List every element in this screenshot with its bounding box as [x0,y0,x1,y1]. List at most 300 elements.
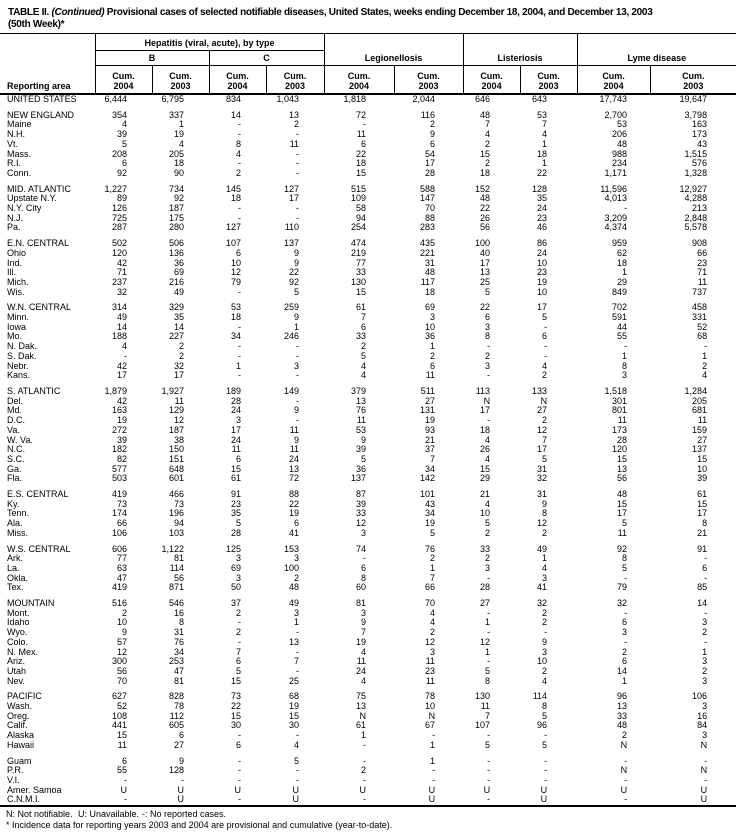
value-cell: 174 [111,509,127,519]
title-continued: (Continued) [51,7,105,18]
table-row [0,150,736,160]
value-cell: 12,927 [679,184,708,194]
value-cell: 48 [480,194,491,204]
value-cell: 11 [697,416,708,426]
table-row [0,776,736,786]
value-cell: 27 [697,435,708,445]
value-cell: 68 [289,692,300,702]
value-cell: - [432,731,436,741]
value-cell: 4 [485,454,491,464]
value-cell: 42 [116,361,127,371]
value-cell: 646 [475,94,491,104]
value-cell: 3,209 [604,213,628,223]
value-cell: 280 [168,223,184,233]
value-cell: 6,795 [161,94,184,104]
value-cell: 49 [289,599,300,609]
value-cell: 61 [697,490,708,500]
table-row [0,436,736,446]
value-cell: 11 [356,657,367,667]
reporting-area-cell: Va. [7,425,20,435]
value-cell: 10 [480,509,491,519]
value-cell: 21 [480,490,491,500]
value-cell: 18 [480,168,491,178]
value-cell: 33 [480,544,491,554]
value-cell: 150 [168,445,184,455]
value-cell: 49 [116,313,127,323]
value-cell: 734 [168,184,184,194]
value-cell: 1,927 [161,386,184,396]
value-cell: - [487,628,491,638]
value-cell: 127 [284,184,300,194]
value-cell: 1 [702,647,708,657]
value-cell: 15 [289,711,300,721]
reporting-area-cell: Alaska [7,731,35,741]
table-row [0,352,736,362]
value-cell: 74 [356,544,367,554]
value-cell: - [704,608,708,618]
value-cell: 1,515 [684,149,708,159]
value-cell: 30 [230,721,241,731]
reporting-area-cell: Mo. [7,332,23,342]
value-cell: 1,284 [684,386,708,396]
value-cell: 6 [361,139,367,149]
reporting-area-cell: W.S. CENTRAL [7,544,71,554]
value-cell: 31 [537,464,548,474]
value-cell: 7 [361,628,367,638]
table-row [0,583,736,593]
table-header [0,34,736,95]
value-cell: 466 [168,490,184,500]
reporting-area-cell: NEW ENGLAND [7,110,75,120]
value-cell: 77 [356,258,367,268]
value-cell: 4 [121,120,127,130]
table-row [0,692,736,702]
value-cell: 37 [425,445,436,455]
value-cell: - [544,322,548,332]
value-cell: 206 [612,130,628,140]
value-cell: - [296,351,300,361]
value-cell: 100 [475,239,491,249]
reporting-area-cell: Utah [7,666,27,676]
value-cell: 13 [617,702,628,712]
value-cell: 1 [622,351,628,361]
value-cell: 3 [702,618,708,628]
table-row [0,455,736,465]
value-cell: - [363,776,367,785]
value-cell: 89 [116,194,127,204]
value-cell: 2 [542,371,548,381]
reporting-area-cell: Calif. [7,721,28,731]
table-row [0,313,736,323]
table-row [0,667,736,677]
value-cell: 15 [617,454,628,464]
value-cell: 153 [284,544,300,554]
value-cell: 13 [289,637,300,647]
value-cell: 12 [537,425,548,435]
value-cell: 17 [480,406,491,416]
value-cell: - [296,776,300,785]
value-cell: 2 [702,361,708,371]
value-cell: 11 [425,657,436,667]
value-cell: 137 [351,474,367,484]
value-cell: 4 [485,435,491,445]
reporting-area-cell: MID. ATLANTIC [7,184,71,194]
value-cell: 108 [111,711,127,721]
value-cell: 54 [425,149,436,159]
col-header-listeriosis-2003: Cum. 2003 [520,66,577,95]
value-cell: 163 [692,120,708,130]
value-cell: 379 [351,386,367,396]
value-cell: 12 [537,519,548,529]
reporting-area-cell: Iowa [7,322,27,332]
value-cell: 15 [617,499,628,509]
value-cell: 2 [361,342,367,352]
value-cell: 2 [702,628,708,638]
value-cell: 22 [230,702,241,712]
value-cell: 151 [168,454,184,464]
value-cell: 2 [178,342,184,352]
table-row [0,545,736,555]
value-cell: 18 [480,425,491,435]
value-cell: 27 [480,599,491,609]
value-cell: - [363,740,367,750]
value-cell: 22 [356,149,367,159]
value-cell: 67 [425,721,436,731]
reporting-area-cell: S. ATLANTIC [7,386,61,396]
value-cell: 47 [173,666,184,676]
value-cell: 92 [289,277,300,287]
value-cell: U [266,795,324,806]
value-cell: 129 [168,406,184,416]
value-cell: 142 [420,474,436,484]
value-cell: - [238,130,241,140]
value-cell: 588 [420,184,436,194]
value-cell: 13 [480,268,491,278]
value-cell: 354 [111,110,127,120]
value-cell: 72 [356,110,367,120]
value-cell: 14 [617,666,628,676]
value-cell: 503 [111,474,127,484]
value-cell: 13 [289,110,300,120]
col-header-legionellosis-2003: Cum. 2003 [394,66,463,95]
reporting-area-cell: Ark. [7,554,24,564]
value-cell: 11 [425,371,436,381]
value-cell: - [704,776,708,785]
value-cell: 66 [697,248,708,258]
reporting-area-cell: Ill. [7,268,16,278]
value-cell: 11 [356,130,367,140]
value-cell: 136 [168,248,184,258]
value-cell: 1 [622,268,628,278]
value-cell: 71 [116,268,127,278]
value-cell: 2 [235,168,241,178]
value-cell: - [577,795,650,806]
table-row [0,371,736,381]
value-cell: 2 [485,528,491,538]
value-cell: 1 [178,120,184,130]
value-cell: 871 [168,583,184,593]
value-cell: 53 [230,303,241,313]
value-cell: 7 [542,435,548,445]
reporting-area-cell: Minn. [7,313,30,323]
value-cell: 189 [225,386,241,396]
value-cell: - [432,776,436,785]
value-cell: 23 [230,499,241,509]
value-cell: N [359,711,367,721]
value-cell: 1 [542,159,548,169]
value-cell: 10 [697,464,708,474]
value-cell: 1 [361,731,367,741]
value-cell: 33 [356,268,367,278]
value-cell: - [624,342,628,352]
value-cell: 205 [168,149,184,159]
value-cell: 5 [542,711,548,721]
value-cell: 128 [168,766,184,776]
value-cell: 13 [356,702,367,712]
reporting-area-cell: V.I. [7,776,20,785]
value-cell: 19 [116,416,127,426]
value-cell: 4 [178,139,184,149]
value-cell: 8 [622,361,628,371]
col-header-hepb-2003: Cum. 2003 [152,66,209,95]
value-cell: 14 [697,599,708,609]
value-cell: U [650,795,736,806]
value-cell: 10 [537,258,548,268]
value-cell: 5 [485,287,491,297]
value-cell: 187 [168,204,184,214]
value-cell: - [487,766,491,776]
value-cell: 643 [532,94,548,104]
value-cell: N [620,766,628,776]
value-cell: - [238,637,241,647]
value-cell: 15 [697,454,708,464]
value-cell: 87 [356,490,367,500]
value-cell: 130 [475,692,491,702]
value-cell: 116 [420,110,436,120]
table-row [0,185,736,195]
value-cell: 1 [430,740,436,750]
value-cell: 33 [356,509,367,519]
value-cell: 92 [617,544,628,554]
value-cell: 3 [485,361,491,371]
value-cell: N [540,396,548,406]
value-cell: 34 [425,464,436,474]
reporting-area-cell: Hawaii [7,740,35,750]
value-cell: 53 [617,120,628,130]
value-cell: 4 [542,130,548,140]
value-cell: 70 [425,599,436,609]
value-cell: U [234,785,241,795]
reporting-area-cell: S. Dak. [7,351,37,361]
value-cell: 7 [542,120,548,130]
value-cell: 17 [617,509,628,519]
value-cell: N [483,396,491,406]
value-cell: 32 [537,599,548,609]
value-cell: U [483,785,491,795]
value-cell: 237 [111,277,127,287]
reporting-area-cell: PACIFIC [7,692,42,702]
value-cell: 26 [480,213,491,223]
value-cell: 2 [485,159,491,169]
table-row [0,288,736,298]
value-cell: 32 [116,287,127,297]
value-cell: 3 [235,554,241,564]
value-cell: 1 [485,647,491,657]
value-cell: 221 [420,248,436,258]
value-cell: 4 [361,676,367,686]
value-cell: 93 [425,425,436,435]
value-cell: 4 [430,608,436,618]
value-cell: 219 [351,248,367,258]
value-cell: 15 [356,168,367,178]
value-cell: 63 [116,563,127,573]
table-row [0,169,736,179]
value-cell: - [238,731,241,741]
value-cell: 2 [485,351,491,361]
value-cell: 17 [537,303,548,313]
reporting-area-cell: Mass. [7,149,32,159]
reporting-area-cell: C.N.M.I. [0,795,95,806]
value-cell: - [704,756,708,766]
value-cell: - [544,628,548,638]
table-row [0,657,736,667]
value-cell: 4 [361,371,367,381]
value-cell: - [95,795,152,806]
value-cell: 120 [612,445,628,455]
value-cell: - [238,204,241,214]
value-cell: 52 [116,702,127,712]
reporting-area-cell: Guam [7,756,32,766]
reporting-area-header: Reporting area [0,34,95,95]
reporting-area-cell: Colo. [7,637,29,647]
value-cell: 11 [174,396,184,406]
value-cell: 48 [617,139,628,149]
value-cell: 3 [235,573,241,583]
value-cell: 606 [111,544,127,554]
value-cell: 25 [480,277,491,287]
value-cell: 15 [230,711,241,721]
value-cell: 2 [622,731,628,741]
col-header-lyme-2004: Cum. 2004 [577,66,650,95]
value-cell: 69 [173,268,184,278]
value-cell: 19 [289,509,300,519]
reporting-area-cell: R.I. [7,159,22,169]
col-header-lyme-2003: Cum. 2003 [650,66,736,95]
value-cell: 419 [111,583,127,593]
reporting-area-cell: La. [7,563,20,573]
value-cell: 7 [430,573,436,583]
value-cell: 76 [173,637,184,647]
footnote-no-cases: -: No reported cases. [142,809,227,820]
value-cell: 7 [485,120,491,130]
value-cell: 15 [116,731,127,741]
value-cell: 24 [289,454,300,464]
value-cell: 1 [430,563,436,573]
table-row [0,278,736,288]
value-cell: 1 [294,322,300,332]
value-cell: 60 [356,583,367,593]
table-row [0,259,736,269]
value-cell: 3 [361,528,367,538]
footnote-unavailable: U: Unavailable. [78,809,140,820]
value-cell: 4 [542,361,548,371]
value-cell: 9 [361,618,367,628]
value-cell: 25 [289,676,300,686]
value-cell: 34 [173,647,184,657]
value-cell: 17 [425,159,436,169]
value-cell: 8 [485,332,491,342]
value-cell: 828 [168,692,184,702]
table-row [0,786,736,796]
value-cell: 908 [692,239,708,249]
title-main: Provisional cases of selected notifiable diseases, United States, weeks ending December 18, 2004, and December 13, 2003 [106,7,653,18]
reporting-area-cell: Nebr. [7,361,29,371]
table-row [0,194,736,204]
value-cell: 131 [420,406,436,416]
value-cell: 5 [542,454,548,464]
value-cell: 76 [425,544,436,554]
value-cell: 1 [542,139,548,149]
value-cell: 2 [542,416,548,426]
reporting-area-cell: P.R. [7,766,24,776]
value-cell: 2 [485,554,491,564]
value-cell: 576 [692,159,708,169]
value-cell: 1,879 [104,386,127,396]
value-cell: 48 [480,110,491,120]
value-cell: 474 [351,239,367,249]
value-cell: 110 [284,223,300,233]
value-cell: 94 [356,213,367,223]
value-cell: 5 [430,528,436,538]
value-cell: 3 [542,573,548,583]
value-cell: - [704,342,708,352]
table-row [0,111,736,121]
value-cell: 32 [537,474,548,484]
value-cell: 7 [430,454,436,464]
value-cell: 3 [294,554,300,564]
table-row [0,223,736,233]
reporting-area-cell: Wis. [7,287,25,297]
value-cell: 2 [542,528,548,538]
value-cell: 601 [168,474,184,484]
value-cell: U [520,795,577,806]
value-cell: 4 [485,130,491,140]
value-cell: - [624,573,628,583]
value-cell: 61 [356,303,367,313]
col-header-legionellosis-2004: Cum. 2004 [324,66,394,95]
value-cell: 19,647 [679,94,708,104]
value-cell: 511 [420,386,436,396]
value-cell: 419 [111,490,127,500]
reporting-area-cell: Kans. [7,371,31,381]
value-cell: 22 [537,168,548,178]
table-row [0,618,736,628]
reporting-area-cell: Mont. [7,608,30,618]
value-cell: - [296,159,300,169]
value-cell: 18 [425,287,436,297]
value-cell: 19 [537,277,548,287]
value-cell: 3 [485,563,491,573]
value-cell: 14 [116,322,127,332]
value-cell: 50 [230,583,241,593]
value-cell: 72 [289,474,300,484]
table-row [0,721,736,731]
value-cell: 196 [168,509,184,519]
value-cell: 1,122 [161,544,184,554]
value-cell: - [296,130,300,140]
value-cell: 3 [542,647,548,657]
value-cell: 5 [542,740,548,750]
